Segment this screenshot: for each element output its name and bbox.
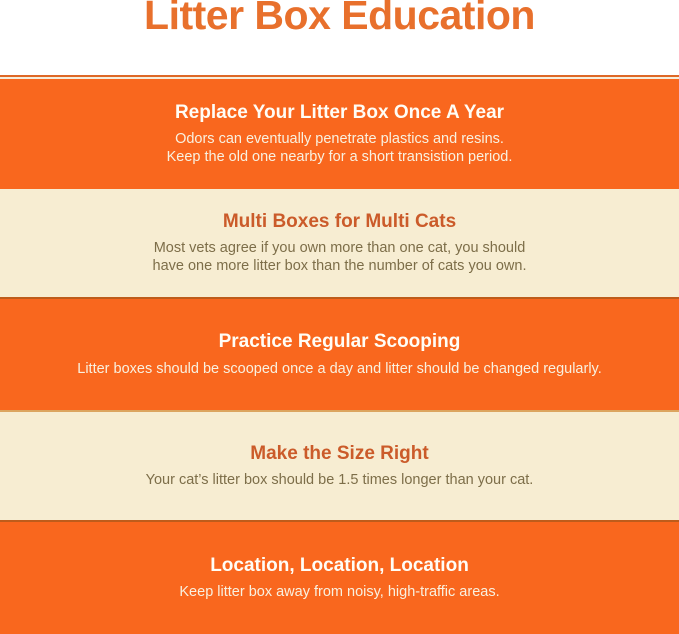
section-heading: Make the Size Right [250,442,429,464]
section-regular-scooping [0,299,679,410]
section-heading: Location, Location, Location [210,554,469,576]
section-body-line: Odors can eventually penetrate plastics and resins. [175,131,504,148]
section-body-line: Keep the old one nearby for a short transistion period. [166,149,513,166]
section-heading: Multi Boxes for Multi Cats [222,210,457,232]
section-multi-boxes [0,189,679,297]
section-body-line: Litter boxes should be scooped once a day and litter should be changed regularly. [77,360,602,377]
poster-title: Litter Box Education [144,0,535,38]
poster-header [0,0,679,75]
section-body-line: Keep litter box away from noisy, high-traffic areas. [179,584,500,601]
section-location [0,522,679,634]
section-body-line: Your cat’s litter box should be 1.5 times longer than your cat. [145,472,534,489]
section-heading: Replace Your Litter Box Once A Year [174,101,505,123]
section-body-line: have one more litter box than the number of cats you own. [152,258,527,275]
section-replace-litter-box [0,79,679,189]
section-size-right [0,412,679,520]
section-body-line: Most vets agree if you own more than one cat, you should [153,240,526,257]
section-heading: Practice Regular Scooping [218,331,461,353]
